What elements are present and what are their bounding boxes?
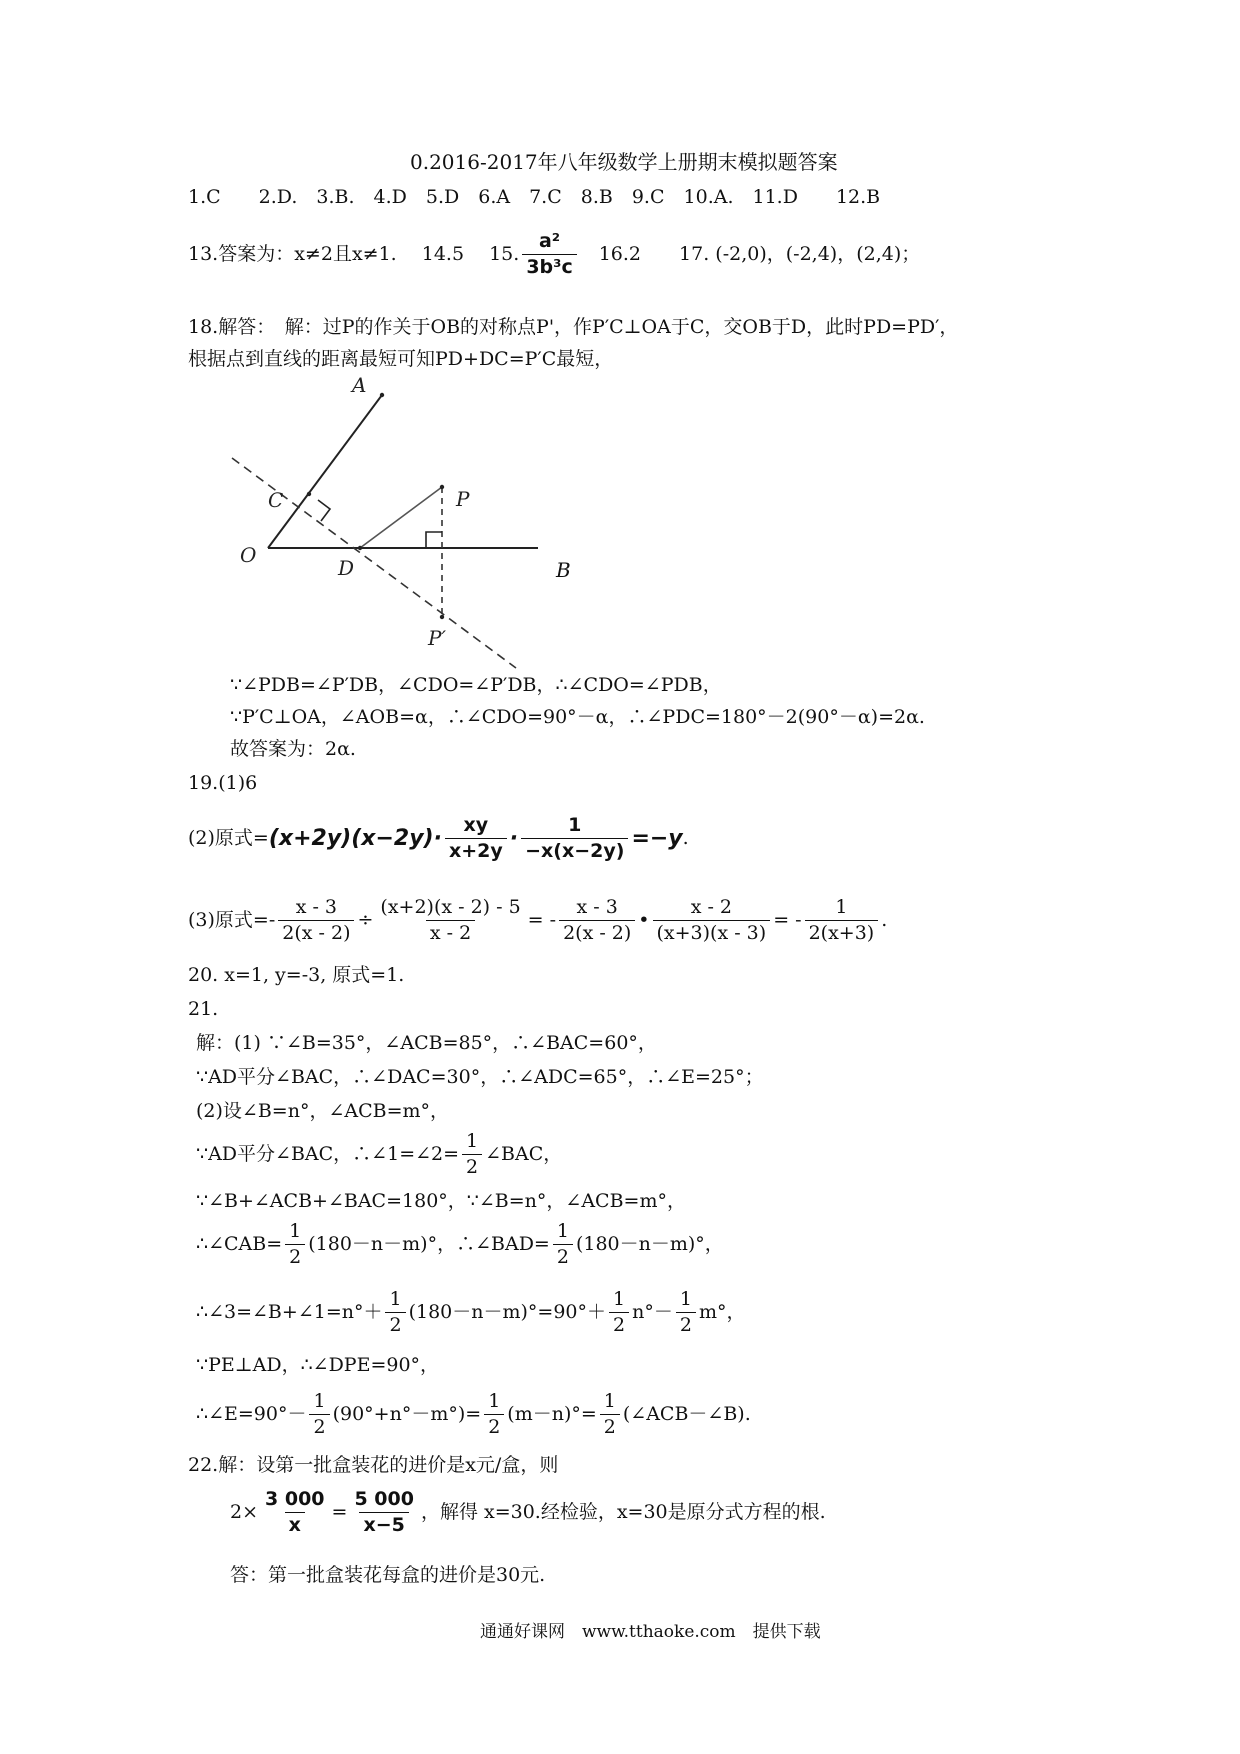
half-fraction — [484, 1392, 504, 1437]
fraction-denominator: 2(x - 2) — [278, 920, 354, 943]
label-p-prime: P′ — [428, 626, 446, 650]
q18-line-4: ∵P′C⊥OA，∠AOB=α，∴∠CDO=90°－α，∴∠PDC=180°－2(90°－α)=2α. — [230, 706, 925, 728]
fraction-numerator: xy — [463, 814, 489, 836]
q21-line-6 — [196, 1222, 724, 1267]
q19-3-fraction-4 — [653, 898, 771, 943]
point-c — [307, 492, 311, 496]
answer-15-fraction — [522, 232, 576, 277]
q19-3-equals-1: = - — [527, 909, 557, 931]
fraction-denominator: x−5 — [359, 1512, 408, 1535]
fraction-numerator: 3 000 — [265, 1488, 325, 1510]
label-d: D — [338, 556, 355, 580]
q22-fraction-1 — [261, 1490, 329, 1535]
page-footer: 通通好课网 www.tthaoke.com 提供下载 — [480, 1622, 821, 1642]
segment-dp — [360, 487, 442, 548]
fraction-denominator: 2 — [385, 1312, 405, 1335]
fraction-denominator: −x(x−2y) — [521, 838, 628, 861]
geometry-figure — [220, 370, 540, 670]
q18-line-5: 故答案为：2α. — [230, 738, 356, 760]
label-c: C — [268, 488, 284, 512]
q19-3-fraction-3 — [559, 898, 635, 943]
right-angle-mark-b — [426, 532, 442, 548]
fraction-numerator: 1 — [556, 1220, 569, 1242]
q19-2-fraction-2 — [521, 816, 628, 861]
ray-oa — [268, 395, 382, 548]
q18-line-2: 根据点到直线的距离最短可知PD+DC=P′C最短， — [188, 348, 614, 370]
q21-line-9 — [196, 1392, 751, 1437]
fraction-denominator: 2 — [553, 1244, 573, 1267]
q19-2-expr: (x+2y)(x−2y)· — [268, 825, 442, 851]
fraction-numerator: x - 3 — [576, 896, 618, 918]
q18-line-1: 18.解答： 解：过P的作关于OB的对称点P'，作P′C⊥OA于C，交OB于D，此时PD=PD′， — [188, 316, 959, 338]
fraction-denominator: 3b³c — [522, 254, 576, 277]
fraction-numerator: 1 — [568, 814, 582, 836]
q21-line-8: ∵PE⊥AD，∴∠DPE=90°， — [196, 1354, 440, 1376]
half-fraction — [285, 1222, 305, 1267]
fraction-numerator: 5 000 — [354, 1488, 414, 1510]
q19-part-1: 19.(1)6 — [188, 772, 258, 794]
q21-4-text: ∵AD平分∠BAC，∴∠1=∠2= — [196, 1143, 460, 1165]
fraction-numerator: 1 — [488, 1390, 501, 1412]
q19-3-equals-2: = - — [773, 909, 802, 931]
q18-line-3: ∵∠PDB=∠P′DB，∠CDO=∠P′DB，∴∠CDO=∠PDB， — [230, 674, 722, 696]
fraction-denominator: 2 — [609, 1312, 629, 1335]
q21-9-text-b: (90°+n°－m°)= — [332, 1403, 482, 1425]
page-title: 0.2016-2017年八年级数学上册期末模拟题答案 — [410, 150, 838, 174]
half-fraction — [600, 1392, 620, 1437]
fraction-numerator: x - 2 — [690, 896, 732, 918]
q19-2-fraction-1 — [445, 816, 507, 861]
q21-9-text-d: (∠ACB－∠B). — [622, 1403, 751, 1425]
q21-line-1: 解：(1) ∵∠B=35°，∠ACB=85°，∴∠BAC=60°， — [196, 1032, 657, 1054]
q19-2-dot: · — [509, 825, 519, 851]
label-b-outside: B — [556, 558, 571, 582]
point-p-prime — [440, 615, 444, 619]
q21-4-text-end: ∠BAC， — [485, 1143, 563, 1165]
label-o: O — [240, 543, 257, 567]
fraction-denominator: (x+3)(x - 3) — [653, 920, 771, 943]
q21-line-4 — [196, 1132, 562, 1177]
q19-3-divide: ÷ — [357, 909, 374, 931]
q19-part-3 — [188, 898, 887, 943]
fraction-denominator: 2 — [600, 1414, 620, 1437]
q21-number: 21. — [188, 998, 219, 1020]
answer-13-14: 13.答案为：x≠2且x≠1. 14.5 15. — [188, 243, 520, 265]
fraction-numerator: 1 — [613, 1288, 626, 1310]
fraction-numerator: 1 — [313, 1390, 326, 1412]
q21-line-5: ∵∠B+∠ACB+∠BAC=180°，∵∠B=n°，∠ACB=m°， — [196, 1190, 686, 1212]
q19-2-result: =−y — [631, 825, 683, 851]
fraction-numerator: 1 — [679, 1288, 692, 1310]
fraction-denominator: x+2y — [445, 838, 507, 861]
choice-answers: 1.C 2.D. 3.B. 4.D 5.D 6.A 7.C 8.B 9.C 10.A. 11.D 12.B — [188, 186, 881, 208]
fraction-denominator: x - 2 — [426, 920, 475, 943]
q22-line-2 — [230, 1490, 826, 1535]
q20-answer: 20. x=1, y=-3, 原式=1. — [188, 964, 405, 986]
q21-6-text-a: ∴∠CAB= — [196, 1233, 283, 1255]
fraction-denominator: x — [285, 1512, 305, 1535]
right-angle-mark-c — [318, 500, 330, 521]
fraction-denominator: 2 — [484, 1414, 504, 1437]
label-a: A — [352, 373, 367, 397]
fraction-denominator: 2(x+3) — [805, 920, 879, 943]
fraction-numerator: 1 — [289, 1220, 302, 1242]
q19-3-fraction-2 — [376, 898, 524, 943]
q19-2-label: (2)原式= — [188, 827, 269, 849]
q22-line-1: 22.解：设第一批盒装花的进价是x元/盒，则 — [188, 1454, 559, 1476]
fraction-numerator: (x+2)(x - 2) - 5 — [380, 896, 521, 918]
point-a — [380, 393, 384, 397]
half-fraction — [385, 1290, 405, 1335]
fraction-denominator: 2 — [676, 1312, 696, 1335]
half-fraction — [309, 1392, 329, 1437]
q21-9-text-a: ∴∠E=90°－ — [196, 1403, 307, 1425]
fraction-numerator: 1 — [466, 1130, 479, 1152]
q21-9-text-c: (m－n)°= — [507, 1403, 597, 1425]
q19-3-end: . — [881, 909, 888, 931]
q19-3-times: • — [638, 909, 650, 931]
q21-line-7 — [196, 1290, 746, 1335]
q19-2-end: . — [682, 827, 689, 849]
half-fraction — [553, 1222, 573, 1267]
answer-16-17: 16.2 17. (-2,0)，(-2,4)，(2,4)； — [579, 243, 921, 265]
fraction-numerator: 1 — [835, 896, 848, 918]
fraction-denominator: 2 — [309, 1414, 329, 1437]
half-fraction — [609, 1290, 629, 1335]
half-fraction — [676, 1290, 696, 1335]
answers-13-17 — [188, 232, 920, 277]
fraction-numerator: x - 3 — [295, 896, 338, 918]
q19-part-2 — [188, 816, 689, 861]
fraction-numerator: 1 — [603, 1390, 616, 1412]
q22-equals: = — [331, 1501, 348, 1523]
half-fraction — [462, 1132, 482, 1177]
fraction-numerator: 1 — [389, 1288, 402, 1310]
q21-7-text-c: n°－ — [632, 1301, 673, 1323]
q19-3-label: (3)原式=- — [188, 909, 276, 931]
point-p — [440, 485, 444, 489]
fraction-denominator: 2 — [462, 1154, 482, 1177]
q21-line-2: ∵AD平分∠BAC，∴∠DAC=30°，∴∠ADC=65°，∴∠E=25°； — [196, 1066, 764, 1088]
q22-fraction-2 — [350, 1490, 418, 1535]
q22-2-text-b: ，解得 x=30.经检验，x=30是原分式方程的根. — [420, 1501, 826, 1523]
q22-line-3: 答：第一批盒装花每盒的进价是30元. — [230, 1564, 546, 1586]
label-p: P — [456, 487, 470, 511]
fraction-denominator: 2 — [285, 1244, 305, 1267]
point-d — [358, 546, 362, 550]
q21-7-text-b: (180－n－m)°=90°＋ — [408, 1301, 607, 1323]
q19-3-fraction-5 — [805, 898, 879, 943]
fraction-numerator: a² — [538, 230, 561, 252]
fraction-denominator: 2(x - 2) — [559, 920, 635, 943]
q21-line-3: (2)设∠B=n°，∠ACB=m°， — [196, 1100, 450, 1122]
q21-6-text-c: (180－n－m)°， — [575, 1233, 724, 1255]
q21-7-text-a: ∴∠3=∠B+∠1=n°＋ — [196, 1301, 383, 1323]
q22-2-text-a: 2× — [230, 1501, 259, 1523]
q21-6-text-b: (180－n－m)°，∴∠BAD= — [308, 1233, 550, 1255]
q21-7-text-d: m°， — [698, 1301, 746, 1323]
q19-3-fraction-1 — [278, 898, 354, 943]
